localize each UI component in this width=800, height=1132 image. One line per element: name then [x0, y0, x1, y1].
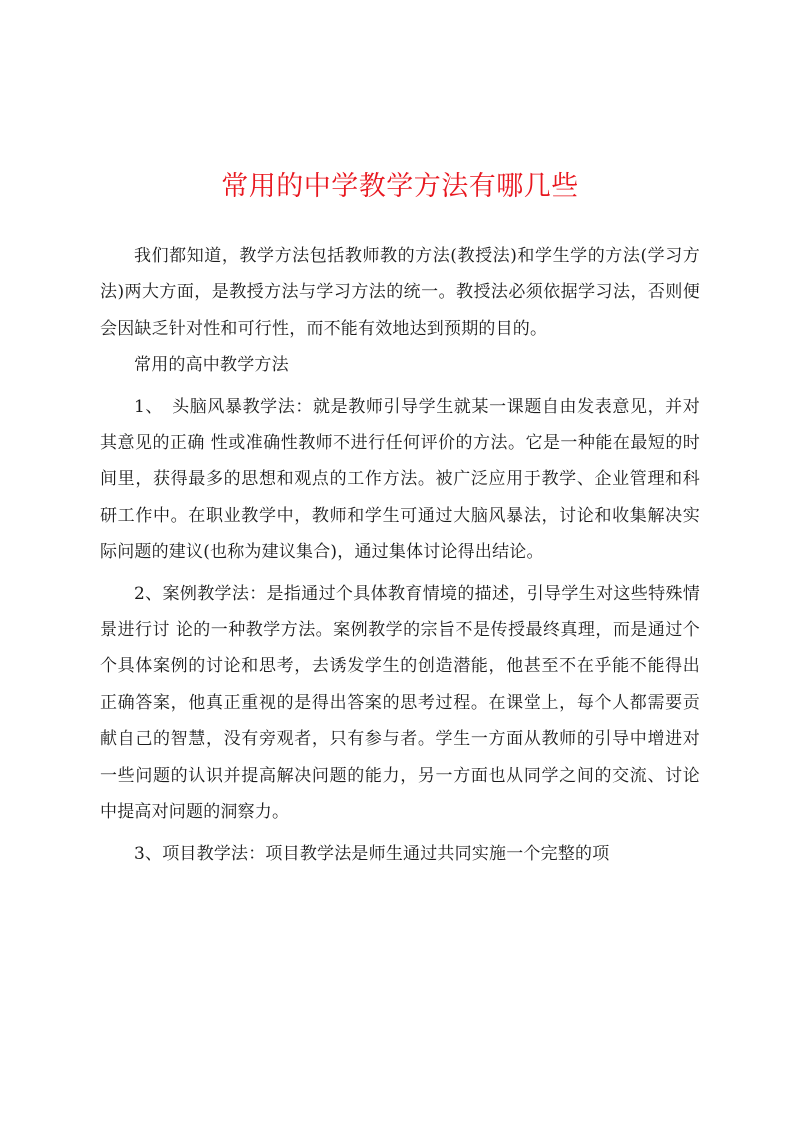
intro-paragraph: 我们都知道，教学方法包括教师教的方法(教授法)和学生学的方法(学习方法)两大方面，是教授方法与学习方法的统一。教授法必须依据学习法，否则便会因缺乏针对性和可行性，而不能有效地达到预期的目的。 [100, 246, 700, 339]
document-body [100, 238, 700, 872]
document-title: 常用的中学教学方法有哪几些 [221, 171, 579, 202]
list-item-project: 3、项目教学法：项目教学法是师生通过共同实施一个完整的项 [134, 843, 610, 864]
list-item-case-study: 2、案例教学法：是指通过个具体教育情境的描述，引导学生对这些特殊情景进行讨 论的一种教学方法。案例教学的宗旨不是传授最终真理，而是通过个个具体案例的讨论和思考，去诱发学生的创造潜能，他甚至不在乎能不能得出正确答案，他真正重视的是得出答案的思考过程。在课堂上，每个人都需要贡献自己的智慧，没有旁观者，只有参与者。学生一方面从教师的引导中增进对一些问题的认识并提高解决问题的能力，另一方面也从同学之间的交流、讨论中提高对问题的洞察力。 [100, 583, 700, 823]
section-heading: 常用的高中教学方法 [134, 355, 289, 376]
list-item-brainstorming: 1、 头脑风暴教学法：就是教师引导学生就某一课题自由发表意见，并对其意见的正确 性或准确性教师不进行任何评价的方法。它是一种能在最短的时间里，获得最多的思想和观点的工作方法。被广泛应用于教学、企业管理和科研工作中。在职业教学中，教师和学生可通过大脑风暴法，讨论和收集解决实际问题的建议(也称为建议集合)，通过集体讨论得出结论。 [100, 396, 700, 563]
